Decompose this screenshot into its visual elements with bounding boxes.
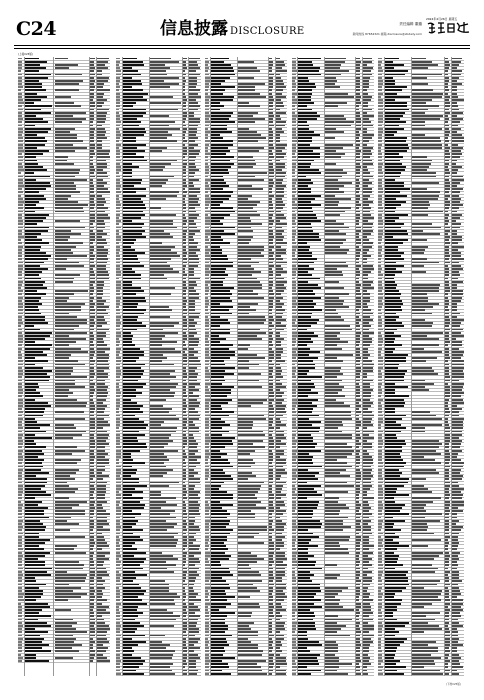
contact-line: 新闻热线 87654321 邮箱 disclosure@xbdaily.com: [353, 32, 422, 36]
section-title-cn: 信息披露: [160, 19, 228, 39]
header-rule-thin: [14, 48, 470, 49]
header-meta: [330, 22, 422, 40]
listing-column: [116, 52, 201, 676]
section-title-en: DISCLOSURE: [230, 26, 304, 37]
page-number: C24: [16, 18, 56, 40]
newspaper-logo: [426, 20, 472, 36]
listing-column: [205, 52, 287, 676]
issue-date: 2024年4月26日 星期五: [426, 17, 457, 21]
continued-from-note: (上接C23版): [18, 52, 110, 57]
section-title: [160, 18, 304, 43]
masthead: [14, 18, 476, 44]
listing-column: [18, 52, 110, 676]
editor-line: 责任编辑 董璐: [399, 22, 422, 27]
header-rule: [14, 45, 470, 46]
